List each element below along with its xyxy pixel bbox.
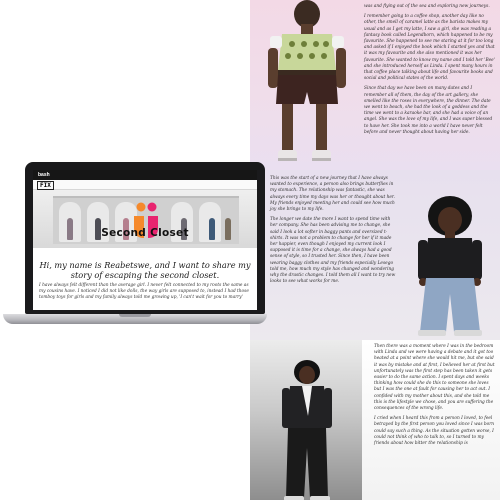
site-header xyxy=(33,180,257,190)
top-story-text xyxy=(364,4,496,140)
mini-figure xyxy=(67,218,73,240)
laptop-bezel xyxy=(25,162,265,314)
top-story-paragraph: Since that day we have been on many dates and I remember all of them, the day of the art gallery, she smelled like the roses in everywhere, the dinner. The date we went to beach, she had the look of a goddess and the time we went to a karaoke bar, and she had a voice of an angel. She was the love of my life, and I was super blessed to have her. She took me into a world I have never felt before and never thought about having her side. xyxy=(364,86,493,135)
hero-image xyxy=(33,190,257,248)
browser-bar xyxy=(33,170,257,180)
middle-story-paragraph: The longer we date the more I want to spend time with her company. She has been advising me to change, she said I look a lot softer in baggy pants and oversized t-shirts. It was not a problem to change for her if it made her happier, even though I enjoyed my current look I supposed it is time for a change, she always had a good sense of style, so I trusted her. Since then, I have been wearing baggy clothes and my friends especially Lesego told me, how much my style has changed and wondering why the drastic changes. I told them all I want to try new looks to see what works for me. xyxy=(270,217,396,285)
character-black-shirt xyxy=(400,170,500,340)
laptop-notch xyxy=(119,314,151,317)
browser-tab-title[interactable]: bash xyxy=(38,172,50,178)
middle-story-panel xyxy=(250,170,500,340)
bottom-story-paragraph: I cried when I heard this from a person I loved, to feel betrayed by the first person you loved since I was born could say such a thing. As the situation gotten worse, I could not think of who to talk to, so I turned to my friends about how bitter the relationship is xyxy=(374,416,495,447)
site-logo[interactable]: FIX xyxy=(37,181,54,190)
middle-story-paragraph: This was the start of a new journey that I have always wanted to experience, a person also brings butterflies in my stomach. The relationship was fantastic, she was always every time my days was her or thought about her. My friends enjoyed meeting her and could see how much joy she brings to my life. xyxy=(270,176,395,213)
mini-figure xyxy=(225,218,231,240)
laptop-screen[interactable] xyxy=(33,170,257,310)
intro-heading: Hi, my name is Reabetswe, and I want to share my story of escaping the second closet. xyxy=(39,260,251,280)
character-leather-jacket xyxy=(272,358,342,500)
top-story-panel xyxy=(250,0,500,170)
bottom-story-panel xyxy=(250,340,500,500)
bottom-story-paragraph: Then there was a moment where I was in the bedroom with Linda and we were having a debate and it got too heated at a point where she would hit me, but she said it was by mistake and at first, I believed her at first but unfortunately was the first step has been taken it gets easier to do the same action. I spent days and weeks thinking how could she do this to someone she loves but I was the one at fault for causing her to act out. I confided with my mother about this, and she told me this is the lifestyle we chose, and you are suffering the consequences of the wrong life. xyxy=(374,344,495,412)
middle-story-text xyxy=(270,176,398,289)
top-story-paragraph: was and flying out of the sea and exploring new journeys. xyxy=(364,4,490,9)
mini-figure xyxy=(209,218,215,240)
top-story-paragraph: I remember going to a coffee shop, another day like no other, the smell of caramel latte as the barista makes my usual and as I get my latte, I saw a girl, she was reading a fantasy book called Legendborn, which happened to be my favourite. She happened to see me staring at it for too long and asked if I enjoyed the book which I started yes and that it was my favourite and she also mentioned it was her favourite. She wanted to know my name and I told her 'Bee' and she introduced herself as Linda. I spent many hours in that coffee place talking about life and favourite books and social and political states of the world. xyxy=(364,14,495,82)
bottom-story-text xyxy=(374,344,496,451)
laptop-mockup xyxy=(3,162,263,342)
site-title: Second Closet xyxy=(101,227,189,239)
intro-text: I have always felt different than the average girl. I never felt connected to my roots the same as my cousins have. I noticed I did not like dolls, the way girls are supposed to, instead I had those tomboy toys for girls and my family always told me growing up, 'I can't wait for you to marry' xyxy=(39,283,249,300)
character-green-vest xyxy=(252,0,362,170)
